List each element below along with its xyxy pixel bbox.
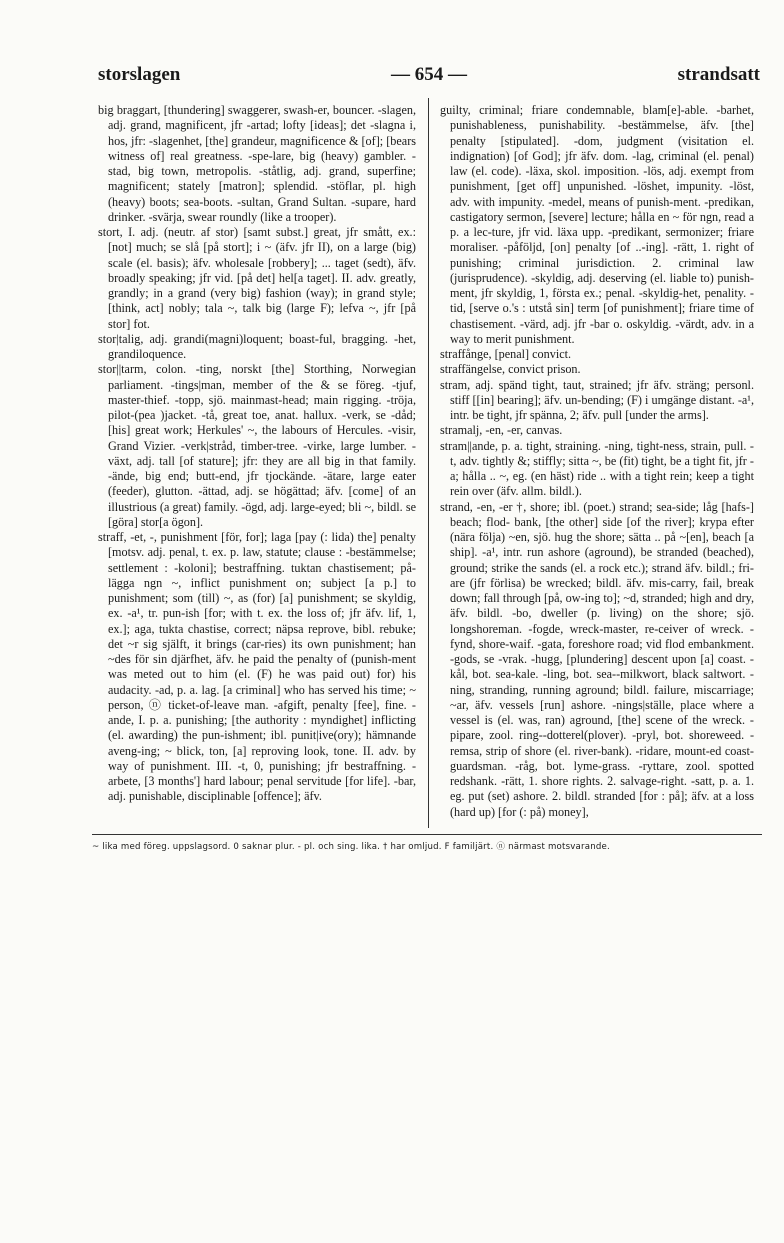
page-header xyxy=(98,64,760,94)
entry: big braggart, [thundering] swaggerer, swash-er, bouncer. -slagen, adj. grand, magnificent, jfr -artad; lofty [ideas]; det -slagna i, hos, jfr: -slagenhet, [the] grandeur, magnificence & [of]; [bears witness of] real greatness. -spe-lare, big (heavy) gambler. -stad, big town, metropolis. -ståtlig, adj. grand, superfine; magnificent; stately [matron]; splendid. -stöflar, pl. high (heavy) boots; sea-boots. -sultan, Grand Sultan. -supare, hard drinker. -svärja, swear roundly (like a trooper). xyxy=(98,103,416,224)
footer-rule xyxy=(92,834,762,835)
abbreviation-legend: ~ lika med föreg. uppslagsord. 0 saknar plur. - pl. och sing. lika. † har omljud. F familjärt. ⓝ närmast motsvarande. xyxy=(92,842,610,852)
column-divider xyxy=(428,98,429,828)
header-last-headword: strandsatt xyxy=(677,64,760,85)
entry: straff, -et, -, punishment [för, for]; laga [pay (: lida) the] penalty [motsv. adj. penal, t. ex. p. law, statute; clause : -bestämmelse; settlement : -koloni]; bestraffning. tuktan chastisement; på-lägga ngn ~, inflict punishment on; subject [a p.] to punishment; som (till) ~, as (for) [a] punishment; se skyldig, ex. -a¹, tr. pun-ish [for; with t. ex. the loss of; jfr äfv. lif, 1, ex.]; aga, tukta chastise, correct; näpsa reprove, bibl. rebuke; det ~r sig själft, it brings (car-ries) its own punishment; han ~des för sin djärfhet, äfv. he paid the penalty of (punish-ment was meted out to him (el. (F) he was paid out) for) his audacity. -ad, p. a. lag. [a criminal] who has served his time; ~ person, ⓝ ticket-of-leave man. -afgift, penalty [fee], fine. -ande, I. p. a. punishing; [the authority : myndighet] inflicting (el. awarding) the pun-ishment; ibl. punit|ive(ory); hämnande aveng-ing; ~ blick, ton, [a] reproving look, tone. II. adv. by way of punishment. III. -t, 0, punishing; jfr bestraffning. -arbete, [3 months'] hard labour; penal servitude [for life]. -bar, adj. punishable, disciplinable [offence]; äfv. xyxy=(98,530,416,804)
entry: stort, I. adj. (neutr. af stor) [samt subst.] great, jfr smått, ex.: [not] much; se slå [på stort]; i ~ (äfv. jfr II), on a large (big) scale (el. basis); äfv. wholesale [robbery]; ... taget (sedt), äfv. broadly speaking; jfr vid. [på det] hel[a taget]. II. adv. greatly, grandly; in a grand (very big) fashion (way); in grand style; [think, act] nobly; tala ~, talk big (large F); lefva ~, jfr [på stor] fot. xyxy=(98,225,416,331)
entry: straffängelse, convict prison. xyxy=(440,362,581,377)
entry: straffånge, [penal] convict. xyxy=(440,347,572,361)
entry: stram||ande, p. a. tight, straining. -ning, tight-ness, strain, pull. -t, adv. tightly &; stiffly; sitta ~, be (fit) tight, be a tight fit, jfr -a; hålla .. ~, eg. (en häst) ride .. with a tight rein; keep a tight rein over (äfv. allm. bildl.). xyxy=(440,438,754,499)
page-number: — 654 — xyxy=(391,64,467,85)
entry: strand, -en, -er †, shore; ibl. (poet.) strand; sea-side; låg [hafs-] beach; flod- bank, [the other] side [of the river]; krypa efter (nära följa) ~en, sjö. hug the shore; sätta .. på ~[en], beach [a ship]. -a¹, intr. run ashore (aground), be stranded (beached), ground; strike the sands (el. a rock etc.); strand äfv. bildl.; fri-are (jfr förlisa) be wrecked; bildl. äfv. mis-carry, fail, break down; fall through [på, ow-ing to]; ~d, stranded; high and dry, äfv. bildl. -bo, dweller (p. living) on the shore; sjö. longshoreman. -fogde, wreck-master, re-ceiver of wreck. -fynd, shore-waif. -gata, foreshore road; vid flod embankment. -gods, se -vrak. -hugg, [plundering] descent upon [a] coast. -kål, bot. sea-kale. -ling, bot. sea--milkwort, black saltwort. -ning, stranding, running aground; bildl. failure, miscarriage; ~ar, äfv. vessels [run] ashore. -nings|ställe, place where a vessel is (el. was, ran) aground, [the] scene of the wreck. -pipare, zool. ring--dotterel(plover). -pryl, bot. shoreweed. -remsa, strip of shore (el. river-bank). -ridare, mount-ed coast-guardsman. -råg, bot. lyme-grass. -ryttare, zool. spotted redshank. -rätt, 1. shore rights. 2. salvage-right. -satt, p. a. 1. eg. put (set) ashore. 2. bildl. stranded [for : på]; äfv. at a loss (hard up) [for (: på) money], xyxy=(440,499,754,819)
entry: stor|talig, adj. grandi(magni)loquent; boast-ful, bragging. -het, grandiloquence. xyxy=(98,331,416,361)
right-column xyxy=(440,103,754,820)
entry: stramalj, -en, -er, canvas. xyxy=(440,423,563,438)
left-column xyxy=(98,103,416,805)
entry: stram, adj. spänd tight, taut, strained; jfr äfv. sträng; personl. stiff [[in] bearing]; äfv. un-bending; (F) i umgänge distant. -a¹, intr. be tight, jfr spänna, 2; äfv. pull [under the arms]. xyxy=(440,377,754,422)
header-first-headword: storslagen xyxy=(98,64,181,85)
entry: guilty, criminal; friare condemnable, blam[e]-able. -barhet, punishableness, punishability. -bestämmelse, äfv. [the] penalty [stipulated]. -dom, judgment (visitation el. indignation) [of God]; jfr äfv. dom. -lag, criminal (el. penal) law (el. code). -läxa, skol. imposition. -lös, adj. exempt from punishment, [get off] unpunished. -löshet, impunity. -löst, adv. with impunity. -medel, means of punish-ment. -predikan, castigatory sermon, [severe] lecture; hålla en ~ för ngn, read a p. a lec-ture, jfr vid. läxa upp. -predikant, sermonizer; friare moraliser. -påföljd, [on] penalty [of ..-ing]. -rätt, 1. right of punishing; criminal jurisdiction. 2. criminal law (jurisprudence). -skyldig, adj. deserving (el. liable to) punish-ment, jfr skyldig, 1, första ex.; penal. -skyldig-het, penality. -tid, [serve o.'s : utstå sin] term [of punishment]; friare time of chastisement. -värd, adj. jfr -bar o. oskyldig. -värdt, adv. in a way to merit punishment. xyxy=(440,103,754,346)
entry: stor||tarm, colon. -ting, norskt [the] Storthing, Norwegian parliament. -tings|man, member of the & se föreg. -tjuf, master-thief. -topp, sjö. mainmast-head; main rigging. -tröja, pilot-(pea )jacket. -tå, great toe, anat. hallux. -verk, se -dåd; [his] great work; Herkules' ~, the labours of Hercules. -visir, Grand Vizier. -verk|stråd, timber-tree. -virke, large lumber. -växt, adj. tall [of stature]; jfr: they are all big in that family. -ände, big end; butt-end, jfr tjockände. -ätare, large eater (feeder), glutton. -ättad, adj. se högättad; äfv. [come] of an illustrious (a great) family. -ögd, adj. large-eyed; bli ~, bildl. se [göra] stor[a ögon]. xyxy=(98,362,416,529)
